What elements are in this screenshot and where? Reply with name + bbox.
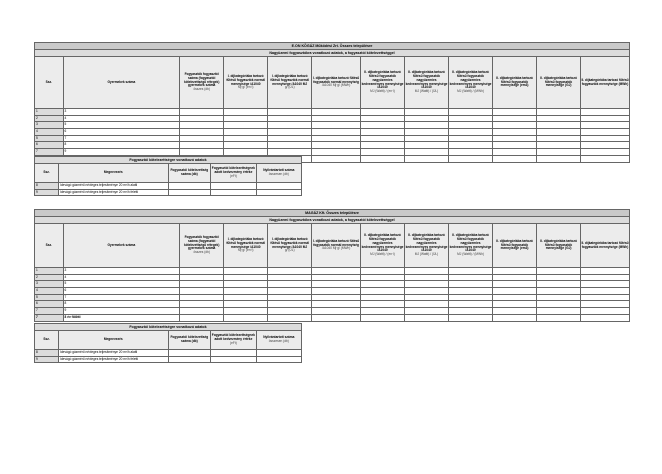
column-header: Nyilvántartott száma összesen (db) (256, 164, 301, 183)
data-cell[interactable] (493, 129, 537, 136)
data-cell[interactable] (581, 149, 630, 156)
data-cell[interactable] (268, 314, 312, 321)
data-cell[interactable] (224, 294, 268, 301)
column-header: II. díjkategóriába tartozó fűtésű fogyasztók mennyisége (GJ) (537, 224, 581, 268)
data-cell[interactable] (405, 149, 449, 156)
data-cell[interactable] (361, 301, 405, 308)
data-cell[interactable] (581, 314, 630, 321)
data-cell[interactable] (405, 294, 449, 301)
data-cell[interactable] (180, 288, 224, 295)
table-row (35, 183, 302, 190)
data-cell[interactable] (449, 135, 493, 142)
data-cell[interactable] (312, 115, 361, 122)
data-cell[interactable] (493, 149, 537, 156)
data-cell[interactable] (168, 356, 211, 363)
row-number: 4 (35, 129, 64, 136)
data-cell[interactable] (224, 301, 268, 308)
data-cell[interactable] (493, 135, 537, 142)
data-cell[interactable] (449, 268, 493, 275)
main-table-1-block (34, 42, 630, 163)
row-number: 2 (35, 115, 64, 122)
data-cell[interactable] (405, 301, 449, 308)
data-cell[interactable] (449, 314, 493, 321)
table-row (35, 314, 630, 321)
row-label: Idevágó gázmérő névleges teljesítménye 20 m³/h feletti (59, 356, 168, 363)
data-cell[interactable] (312, 308, 361, 315)
column-header: Ssz. (35, 164, 59, 183)
data-cell[interactable] (361, 129, 405, 136)
summary-table-1-block (34, 156, 302, 196)
data-cell[interactable] (449, 129, 493, 136)
data-cell[interactable] (493, 122, 537, 129)
data-cell[interactable] (224, 142, 268, 149)
row-label: Idevágó gázmérő névleges teljesítménye 20 m³/h feletti (59, 189, 168, 196)
data-cell[interactable] (268, 149, 312, 156)
data-cell[interactable] (405, 135, 449, 142)
row-label: 6 (63, 129, 180, 136)
data-cell[interactable] (537, 268, 581, 275)
row-label: 9 (63, 308, 180, 315)
data-cell[interactable] (224, 109, 268, 116)
data-cell[interactable] (405, 109, 449, 116)
table-row (35, 268, 630, 275)
column-header: Ssz. (35, 331, 59, 350)
data-cell[interactable] (180, 109, 224, 116)
row-number: 5 (35, 294, 64, 301)
column-header: I. díjkategóriába tartozó fűtésű fogyasztók normál mennyisége /A1040 Mj·g/ (en·l) (224, 224, 268, 268)
data-cell[interactable] (361, 281, 405, 288)
column-header: II. díjkategóriába tartozó fűtésű fogyasztók nagyüzemies kedvezményes mennyisége /A1040 MJ (Wattt) / (MWh) (449, 224, 493, 268)
data-cell[interactable] (180, 149, 224, 156)
main-table-1-title: E.ON KÖGÁZ Működési Zrt. Összes településre (35, 43, 630, 50)
row-number: 9 (35, 189, 59, 196)
data-cell[interactable] (268, 281, 312, 288)
data-cell[interactable] (581, 115, 630, 122)
data-cell[interactable] (405, 115, 449, 122)
data-cell[interactable] (361, 122, 405, 129)
data-cell[interactable] (493, 281, 537, 288)
row-label: 8 (63, 142, 180, 149)
data-cell[interactable] (361, 142, 405, 149)
row-number: 1 (35, 268, 64, 275)
data-cell[interactable] (361, 109, 405, 116)
column-header: I. díjkategóriába tartozó fűtésű fogyasztók normál mennyisége /A1040 MJ g/ (ÜL) (268, 57, 312, 109)
data-cell[interactable] (449, 142, 493, 149)
row-number: 6 (35, 142, 64, 149)
column-header: II. díjkategóriába tartozó fűtésű fogyasztók nagyüzemies kedvezményes mennyisége /A1040 MJ (Wattt) / (ÜL) (405, 224, 449, 268)
main-table-2-block (34, 209, 630, 322)
column-header: I. díjkategóriába tartozó fűtésű fogyasztók normál mennyiség /A1040 Mj·g/ (MWh) (312, 224, 361, 268)
table-row (35, 301, 630, 308)
table-row (35, 356, 302, 363)
row-number: 6 (35, 301, 64, 308)
data-cell[interactable] (312, 288, 361, 295)
column-header: Ssz. (35, 224, 64, 268)
data-cell[interactable] (537, 281, 581, 288)
data-cell[interactable] (224, 308, 268, 315)
data-cell[interactable] (361, 115, 405, 122)
table-row (35, 115, 630, 122)
column-header: II. díjkategóriába tartozó fűtésű fogyasztók mennyisége (GJ) (537, 57, 581, 109)
data-cell[interactable] (256, 189, 301, 196)
data-cell[interactable] (405, 274, 449, 281)
data-cell[interactable] (449, 149, 493, 156)
data-cell[interactable] (268, 294, 312, 301)
data-cell[interactable] (224, 268, 268, 275)
data-cell[interactable] (180, 314, 224, 321)
data-cell[interactable] (405, 142, 449, 149)
data-cell[interactable] (537, 109, 581, 116)
row-label: 7 (63, 294, 180, 301)
data-cell[interactable] (493, 109, 537, 116)
row-label: 4 (63, 274, 180, 281)
data-cell[interactable] (312, 274, 361, 281)
data-cell[interactable] (268, 115, 312, 122)
data-cell[interactable] (312, 122, 361, 129)
data-cell[interactable] (449, 294, 493, 301)
row-label: 4 (63, 115, 180, 122)
data-cell[interactable] (361, 135, 405, 142)
data-cell[interactable] (581, 155, 630, 162)
row-number: 1 (35, 109, 64, 116)
row-number: 7 (35, 149, 64, 156)
data-cell[interactable] (361, 288, 405, 295)
column-header: Fogyasztók fogyasztói száma (fogyasztói kötelezettségű rétegek) gyermekek száma összes (db) (180, 224, 224, 268)
data-cell[interactable] (361, 294, 405, 301)
data-cell[interactable] (581, 294, 630, 301)
data-cell[interactable] (180, 281, 224, 288)
data-cell[interactable] (537, 149, 581, 156)
data-cell[interactable] (405, 288, 449, 295)
row-label: 6 (63, 288, 180, 295)
table-row (35, 129, 630, 136)
data-cell[interactable] (581, 129, 630, 136)
column-header: Fogyasztók fogyasztói száma (fogyasztói kötelezettségű rétegek) gyermekek száma összes (db) (180, 57, 224, 109)
data-cell[interactable] (268, 122, 312, 129)
data-cell[interactable] (168, 350, 211, 357)
row-label: Idevágó gázmérő névleges teljesítménye 20 m³/h alatti (59, 183, 168, 190)
column-header: Megnevezés (59, 331, 168, 350)
data-cell[interactable] (268, 109, 312, 116)
table-row (35, 308, 630, 315)
data-cell[interactable] (493, 294, 537, 301)
data-cell[interactable] (405, 155, 449, 162)
data-cell[interactable] (493, 142, 537, 149)
main-table-1-subtitle: Nagyüzemi fogyasztókra vonatkozó adatok, a fogyasztói kötelezettséggel (35, 50, 630, 57)
data-cell[interactable] (537, 135, 581, 142)
data-cell[interactable] (493, 301, 537, 308)
column-header: Ssz. (35, 57, 64, 109)
data-cell[interactable] (224, 122, 268, 129)
data-cell[interactable] (180, 301, 224, 308)
main-table-2 (34, 209, 630, 322)
data-cell[interactable] (405, 129, 449, 136)
data-cell[interactable] (361, 314, 405, 321)
data-cell[interactable] (405, 308, 449, 315)
data-cell[interactable] (256, 350, 301, 357)
table-row (35, 274, 630, 281)
data-cell[interactable] (180, 308, 224, 315)
data-cell[interactable] (405, 122, 449, 129)
table-row (35, 142, 630, 149)
summary-table-2-block (34, 323, 302, 363)
data-cell[interactable] (537, 274, 581, 281)
data-cell[interactable] (268, 142, 312, 149)
data-cell[interactable] (361, 268, 405, 275)
column-header: Megnevezés (59, 164, 168, 183)
data-cell[interactable] (449, 122, 493, 129)
data-cell[interactable] (180, 294, 224, 301)
column-header: Fogyasztói kötelezettség száma (db) (168, 164, 211, 183)
data-cell[interactable] (537, 288, 581, 295)
data-cell[interactable] (361, 308, 405, 315)
column-header: II. díjkategóriába tartozó fűtésű fogyasztók nagyüzemies kedvezményes mennyisége /A1040 MJ (Wattt) / (ÜL) (405, 57, 449, 109)
data-cell[interactable] (224, 288, 268, 295)
row-label: 5 (63, 281, 180, 288)
data-cell[interactable] (449, 281, 493, 288)
row-number: 7 (35, 314, 64, 321)
column-header: I. díjkategóriába tartozó fűtésű fogyasztók normál mennyisége /A1040 MJ g/ (ÜL) (268, 224, 312, 268)
column-header: II. díjkategóriába tartozó fűtésű fogyasztók mennyisége (em3) (493, 224, 537, 268)
column-header: II. díjkategóriába tartozó fűtésű fogyasztók nagyüzemies kedvezményes mennyisége /A1040 MJ (Wattt) / (en·l) (361, 57, 405, 109)
table-row (35, 350, 302, 357)
row-number: 5 (35, 135, 64, 142)
data-cell[interactable] (537, 129, 581, 136)
data-cell[interactable] (537, 294, 581, 301)
column-header: II. díjkategóriába tartozó fűtésű fogyasztók nagyüzemies kedvezményes mennyisége /A1040 MJ (Wattt) / (MWh) (449, 57, 493, 109)
row-label: Idevágó gázmérő névleges teljesítménye 20 m³/h alatti (59, 350, 168, 357)
table-row (35, 109, 630, 116)
data-cell[interactable] (449, 155, 493, 162)
row-number: 9 (35, 356, 59, 363)
row-number: 2 (35, 274, 64, 281)
data-cell[interactable] (312, 109, 361, 116)
table-row (35, 288, 630, 295)
data-cell[interactable] (312, 155, 361, 162)
data-cell[interactable] (449, 115, 493, 122)
data-cell[interactable] (224, 274, 268, 281)
data-cell[interactable] (224, 281, 268, 288)
data-cell[interactable] (449, 288, 493, 295)
data-cell[interactable] (405, 314, 449, 321)
data-cell[interactable] (180, 122, 224, 129)
data-cell[interactable] (268, 268, 312, 275)
data-cell[interactable] (493, 155, 537, 162)
row-label: 9 (63, 149, 180, 156)
data-cell[interactable] (405, 268, 449, 275)
table-row (35, 281, 630, 288)
data-cell[interactable] (449, 301, 493, 308)
data-cell[interactable] (180, 268, 224, 275)
data-cell[interactable] (268, 301, 312, 308)
summary-table-2-title: Fogyasztói kötelezettségre vonatkozó adatok (35, 324, 302, 331)
data-cell[interactable] (581, 135, 630, 142)
data-cell[interactable] (180, 142, 224, 149)
data-cell[interactable] (312, 142, 361, 149)
row-number: 3 (35, 281, 64, 288)
data-cell[interactable] (211, 183, 256, 190)
data-cell[interactable] (449, 308, 493, 315)
row-number: 4 (35, 288, 64, 295)
data-cell[interactable] (312, 301, 361, 308)
data-cell[interactable] (581, 122, 630, 129)
data-cell[interactable] (268, 288, 312, 295)
data-cell[interactable] (449, 109, 493, 116)
data-cell[interactable] (537, 122, 581, 129)
data-cell[interactable] (224, 149, 268, 156)
table-row (35, 189, 302, 196)
data-cell[interactable] (312, 135, 361, 142)
table-row (35, 294, 630, 301)
data-cell[interactable] (211, 350, 256, 357)
row-label: 3 (63, 268, 180, 275)
table-row (35, 135, 630, 142)
data-cell[interactable] (256, 183, 301, 190)
data-cell[interactable] (361, 149, 405, 156)
data-cell[interactable] (537, 301, 581, 308)
data-cell[interactable] (268, 135, 312, 142)
data-cell[interactable] (180, 274, 224, 281)
column-header: II. díjkategóriába tartozó fűtésű fogyasztók mennyisége (MWh) (581, 224, 630, 268)
data-cell[interactable] (581, 288, 630, 295)
row-number: 7 (35, 308, 64, 315)
main-table-1 (34, 42, 630, 163)
data-cell[interactable] (268, 308, 312, 315)
row-number: 3 (35, 122, 64, 129)
data-cell[interactable] (312, 281, 361, 288)
row-number: 8 (35, 350, 59, 357)
data-cell[interactable] (581, 308, 630, 315)
data-cell[interactable] (211, 189, 256, 196)
data-cell[interactable] (493, 308, 537, 315)
column-header: II. díjkategóriába tartozó fűtésű fogyasztók nagyüzemies kedvezményes mennyisége /A1040 MJ (Wattt) / (en·l) (361, 224, 405, 268)
data-cell[interactable] (224, 115, 268, 122)
data-cell[interactable] (180, 129, 224, 136)
data-cell[interactable] (493, 314, 537, 321)
data-cell[interactable] (581, 281, 630, 288)
column-header: I. díjkategóriába tartozó fűtésű fogyasztók normál mennyiség /A1040 Mj·g/ (MWh) (312, 57, 361, 109)
data-cell[interactable] (361, 155, 405, 162)
data-cell[interactable] (537, 314, 581, 321)
column-header: Nyilvántartott száma összesen (db) (256, 331, 301, 350)
data-cell[interactable] (224, 314, 268, 321)
data-cell[interactable] (312, 294, 361, 301)
data-cell[interactable] (180, 135, 224, 142)
data-cell[interactable] (224, 129, 268, 136)
data-cell[interactable] (405, 281, 449, 288)
data-cell[interactable] (312, 149, 361, 156)
main-table-2-title: MAGÁZ Kft. Összes településre (35, 210, 630, 217)
column-header: Fogyasztói kötelezettségnek adott kedvezmény értéke (eFt) (211, 164, 256, 183)
data-cell[interactable] (268, 129, 312, 136)
summary-table-2 (34, 323, 302, 363)
column-header: II. díjkategóriába tartozó fűtésű fogyasztók mennyisége (em3) (493, 57, 537, 109)
summary-table-1 (34, 156, 302, 196)
data-cell[interactable] (180, 115, 224, 122)
row-label: 7 (63, 135, 180, 142)
column-header: Fogyasztói kötelezettség száma (db) (168, 331, 211, 350)
data-cell[interactable] (256, 356, 301, 363)
row-label: 8 év fölötti (63, 314, 180, 321)
data-cell[interactable] (211, 356, 256, 363)
data-cell[interactable] (581, 301, 630, 308)
data-cell[interactable] (493, 274, 537, 281)
row-number: 8 (35, 183, 59, 190)
data-cell[interactable] (312, 129, 361, 136)
data-cell[interactable] (268, 274, 312, 281)
data-cell[interactable] (493, 288, 537, 295)
column-header: I. díjkategóriába tartozó fűtésű fogyasztók normál mennyisége /A1040 Mj·g/ (en·l) (224, 57, 268, 109)
column-header: Gyermekek száma (63, 224, 180, 268)
table-row (35, 149, 630, 156)
data-cell[interactable] (581, 274, 630, 281)
row-label: 3 (63, 109, 180, 116)
data-cell[interactable] (312, 268, 361, 275)
data-cell[interactable] (312, 314, 361, 321)
data-cell[interactable] (168, 189, 211, 196)
data-cell[interactable] (449, 274, 493, 281)
data-cell[interactable] (168, 183, 211, 190)
data-cell[interactable] (224, 135, 268, 142)
column-header: II. díjkategóriába tartozó fűtésű fogyasztók mennyisége (MWh) (581, 57, 630, 109)
data-cell[interactable] (581, 268, 630, 275)
data-cell[interactable] (361, 274, 405, 281)
data-cell[interactable] (537, 115, 581, 122)
data-cell[interactable] (493, 115, 537, 122)
row-label: 5 (63, 122, 180, 129)
data-cell[interactable] (537, 142, 581, 149)
data-cell[interactable] (581, 109, 630, 116)
column-header: Gyermekek száma (63, 57, 180, 109)
main-table-2-subtitle: Nagyüzemi fogyasztókra vonatkozó adatok, a fogyasztói kötelezettséggel (35, 217, 630, 224)
column-header: Fogyasztói kötelezettségnek adott kedvezmény értéke (eFt) (211, 331, 256, 350)
data-cell[interactable] (537, 308, 581, 315)
summary-table-1-title: Fogyasztói kötelezettségre vonatkozó adatok (35, 157, 302, 164)
data-cell[interactable] (581, 142, 630, 149)
table-row (35, 122, 630, 129)
data-cell[interactable] (537, 155, 581, 162)
row-label: 8 (63, 301, 180, 308)
data-cell[interactable] (493, 268, 537, 275)
